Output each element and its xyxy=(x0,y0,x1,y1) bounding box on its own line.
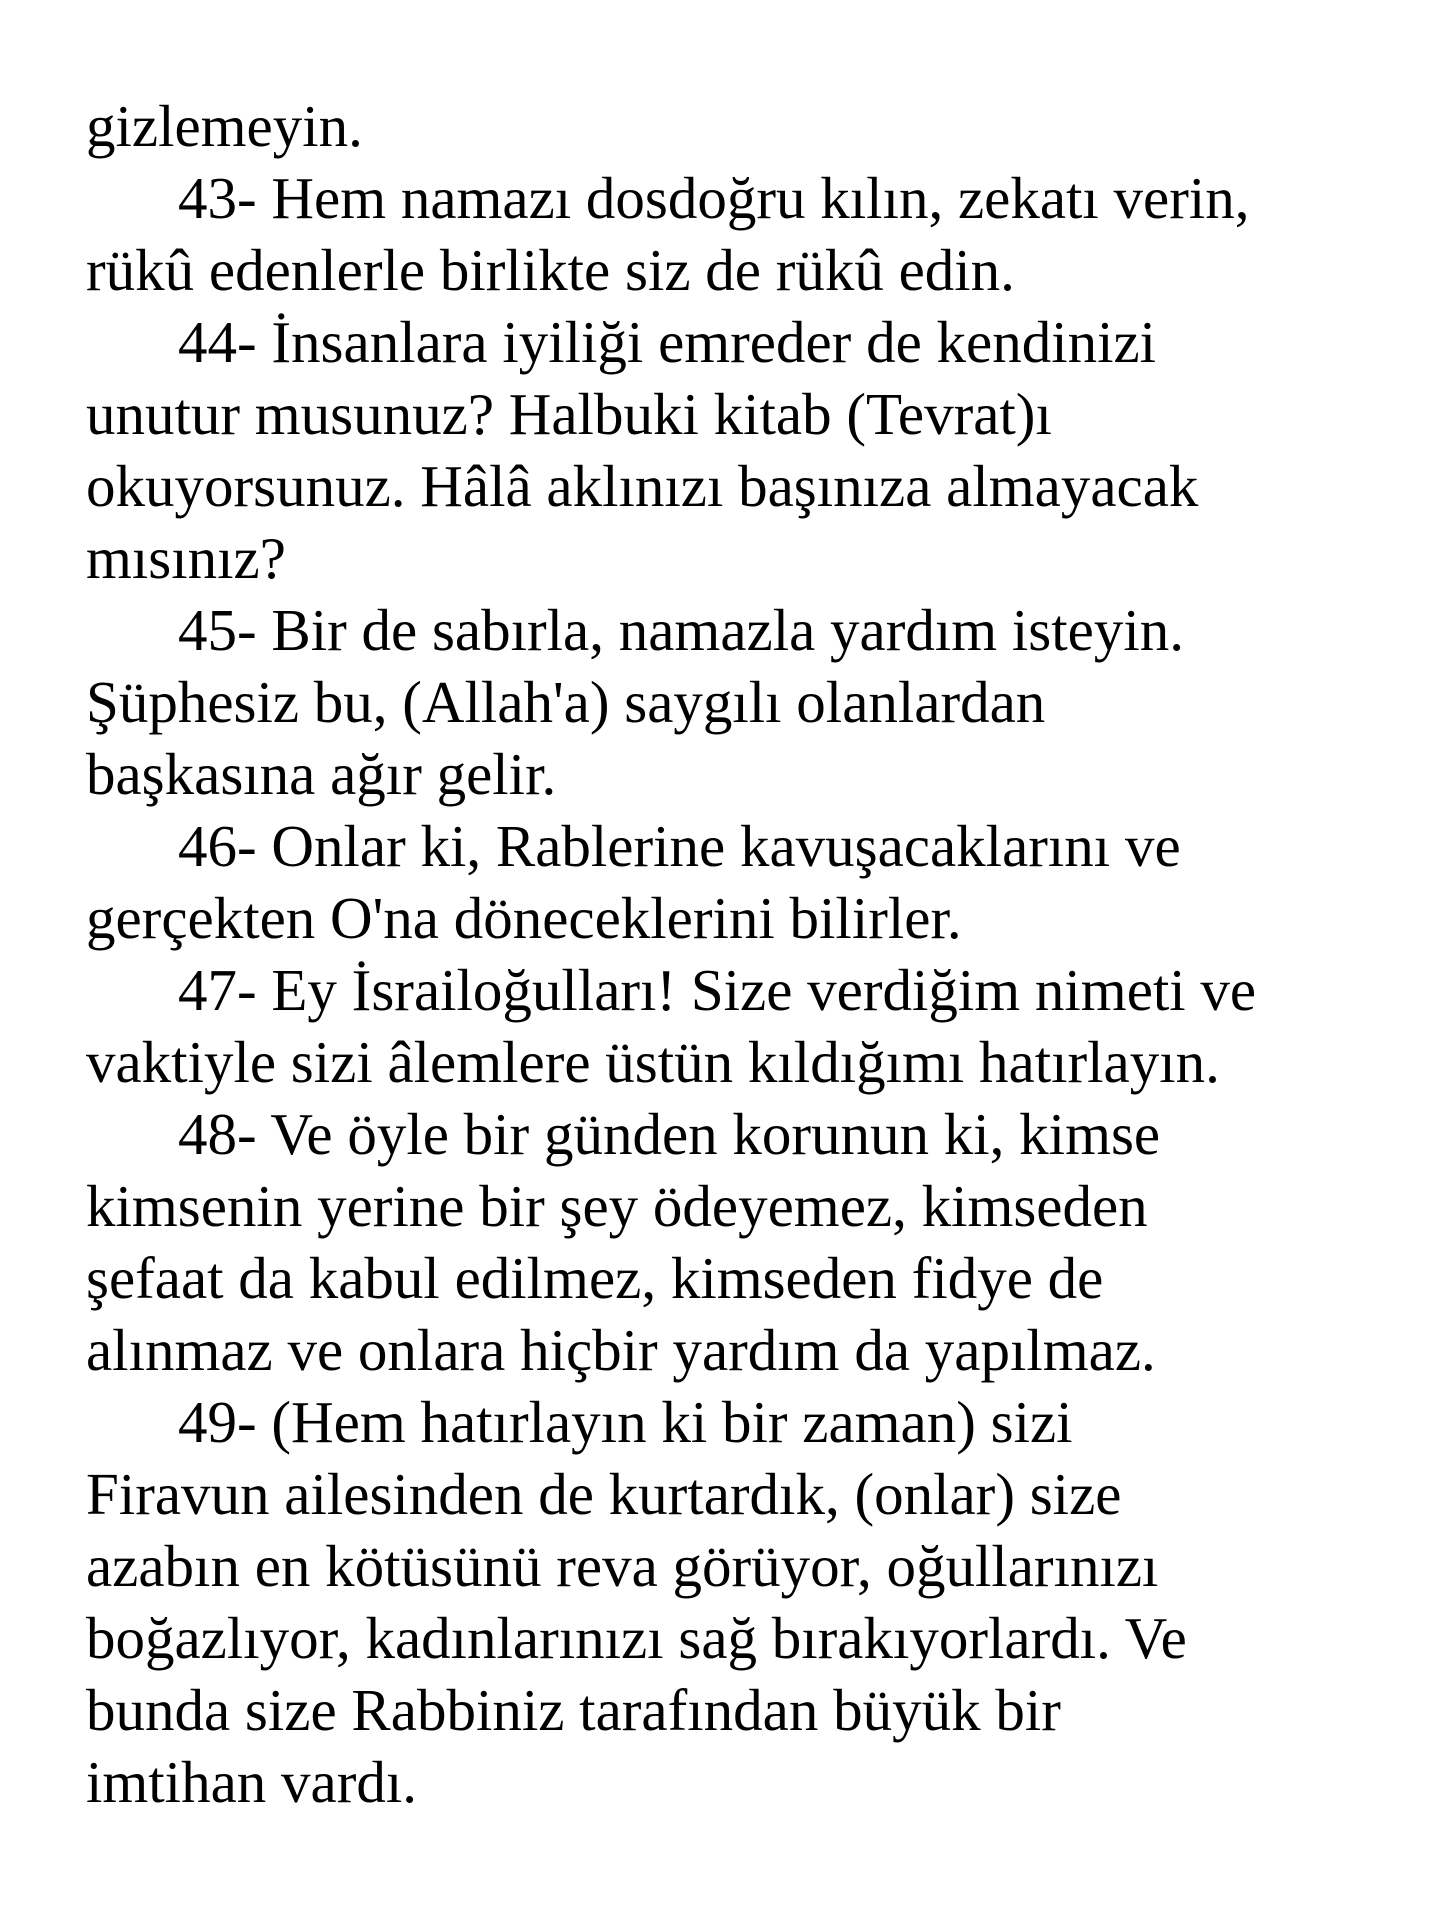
text-line: okuyorsunuz. Hâlâ aklınızı başınıza almayacak xyxy=(86,453,1199,519)
text-line: başkasına ağır gelir. xyxy=(86,741,557,807)
document-page xyxy=(86,90,1396,1818)
text-line: mısınız? xyxy=(86,525,286,591)
verse-46-line: 46- Onlar ki, Rablerine kavuşacaklarını ve xyxy=(178,813,1181,879)
text-line: alınmaz ve onlara hiçbir yardım da yapılmaz. xyxy=(86,1317,1156,1383)
verse-45-line: 45- Bir de sabırla, namazla yardım isteyin. xyxy=(178,597,1184,663)
text-line: imtihan vardı. xyxy=(86,1749,417,1815)
text-line: gerçekten O'na döneceklerini bilirler. xyxy=(86,885,962,951)
verse-47-line: 47- Ey İsrailoğulları! Size verdiğim nimeti ve xyxy=(178,957,1257,1023)
text-line: rükû edenlerle birlikte siz de rükû edin. xyxy=(86,237,1015,303)
text-line: şefaat da kabul edilmez, kimseden fidye de xyxy=(86,1245,1104,1311)
verse-49-line: 49- (Hem hatırlayın ki bir zaman) sizi xyxy=(178,1389,1073,1455)
text-line: gizlemeyin. xyxy=(86,93,363,159)
text-line: kimsenin yerine bir şey ödeyemez, kimseden xyxy=(86,1173,1148,1239)
text-line: azabın en kötüsünü reva görüyor, oğullarınızı xyxy=(86,1533,1159,1599)
verse-48-line: 48- Ve öyle bir günden korunun ki, kimse xyxy=(178,1101,1161,1167)
text-line: bunda size Rabbiniz tarafından büyük bir xyxy=(86,1677,1061,1743)
verse-44-line: 44- İnsanlara iyiliği emreder de kendinizi xyxy=(178,309,1157,375)
verse-43-line: 43- Hem namazı dosdoğru kılın, zekatı verin, xyxy=(178,165,1250,231)
text-line: boğazlıyor, kadınlarınızı sağ bırakıyorlardı. Ve xyxy=(86,1605,1187,1671)
text-line: vaktiyle sizi âlemlere üstün kıldığımı hatırlayın. xyxy=(86,1029,1220,1095)
text-line: Şüphesiz bu, (Allah'a) saygılı olanlardan xyxy=(86,669,1046,735)
text-line: unutur musunuz? Halbuki kitab (Tevrat)ı xyxy=(86,381,1052,447)
text-line: Firavun ailesinden de kurtardık, (onlar) size xyxy=(86,1461,1122,1527)
